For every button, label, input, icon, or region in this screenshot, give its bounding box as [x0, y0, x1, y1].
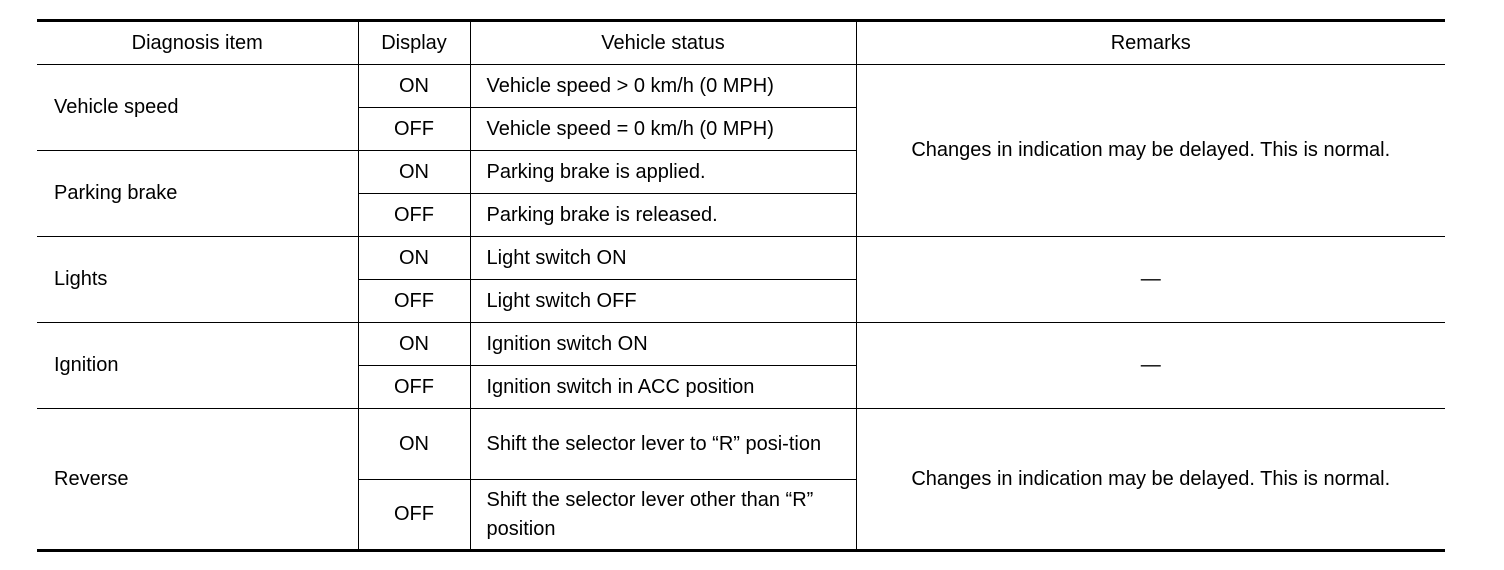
vehicle-status-cell: Ignition switch in ACC position — [470, 366, 856, 409]
header-row — [37, 21, 1445, 65]
table-row — [37, 237, 1445, 280]
vehicle-status-cell: Ignition switch ON — [470, 323, 856, 366]
display-cell: ON — [358, 151, 470, 194]
table-row — [37, 65, 1445, 108]
diagnosis-item-reverse: Reverse — [37, 409, 358, 551]
display-cell: ON — [358, 409, 470, 480]
display-cell: ON — [358, 237, 470, 280]
vehicle-status-cell: Shift the selector lever other than “R” position — [470, 480, 856, 551]
remark-speed-brake: Changes in indication may be delayed. This is normal. — [856, 65, 1445, 237]
display-cell: OFF — [358, 194, 470, 237]
header-display: Display — [358, 21, 470, 65]
display-cell: OFF — [358, 480, 470, 551]
display-cell: ON — [358, 65, 470, 108]
table-row — [37, 323, 1445, 366]
diagnosis-item-ignition: Ignition — [37, 323, 358, 409]
vehicle-status-cell: Vehicle speed = 0 km/h (0 MPH) — [470, 108, 856, 151]
display-cell: OFF — [358, 366, 470, 409]
diagnosis-table — [37, 19, 1445, 552]
vehicle-status-cell: Vehicle speed > 0 km/h (0 MPH) — [470, 65, 856, 108]
vehicle-status-cell: Light switch OFF — [470, 280, 856, 323]
diagnosis-item-lights: Lights — [37, 237, 358, 323]
display-cell: OFF — [358, 108, 470, 151]
vehicle-status-cell: Parking brake is applied. — [470, 151, 856, 194]
header-remarks: Remarks — [856, 21, 1445, 65]
display-cell: ON — [358, 323, 470, 366]
vehicle-status-cell: Parking brake is released. — [470, 194, 856, 237]
remark-reverse: Changes in indication may be delayed. This is normal. — [856, 409, 1445, 551]
diagnosis-item-parking-brake: Parking brake — [37, 151, 358, 237]
vehicle-status-cell: Shift the selector lever to “R” posi-tion — [470, 409, 856, 480]
display-cell: OFF — [358, 280, 470, 323]
diagnosis-item-vehicle-speed: Vehicle speed — [37, 65, 358, 151]
header-diagnosis-item: Diagnosis item — [37, 21, 358, 65]
table-row — [37, 409, 1445, 480]
remark-lights: — — [856, 237, 1445, 323]
vehicle-status-cell: Light switch ON — [470, 237, 856, 280]
header-vehicle-status: Vehicle status — [470, 21, 856, 65]
remark-ignition: — — [856, 323, 1445, 409]
